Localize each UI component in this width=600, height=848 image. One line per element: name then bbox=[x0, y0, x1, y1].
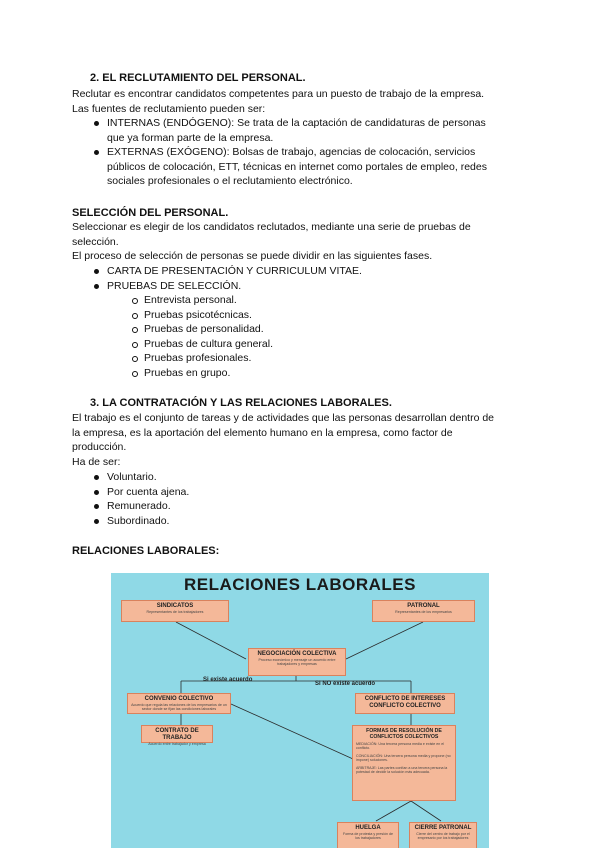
formas-resolucion-box: FORMAS DE RESOLUCIÓN DE CONFLICTOS COLECTIVOS MEDIACIÓN: Una tercera persona media e existe en el conflicto. CONCILIACIÓN: Una tercera persona media y propone (no impone) soluciones. ARBITRAJE: Las partes confían a una tercera persona la potestad de decidir la solución más adecuada. bbox=[352, 725, 456, 801]
recruit-definition: Reclutar es encontrar candidatos competentes para un puesto de trabajo de la empresa. bbox=[72, 88, 485, 100]
list-item: Pruebas profesionales. bbox=[144, 351, 524, 366]
sindicatos-box: SINDICATOS Representantes de los trabajadores bbox=[121, 600, 229, 622]
convenio-box: CONVENIO COLECTIVO Acuerdo que regula las relaciones de los empresarios de un sector donde se fijan las condiciones laborales bbox=[127, 693, 231, 714]
list-item: Pruebas de cultura general. bbox=[144, 337, 524, 352]
conflicto-box: CONFLICTO DE INTERESES CONFLICTO COLECTIVO bbox=[355, 693, 455, 714]
seleccion-heading: SELECCIÓN DEL PERSONAL. bbox=[72, 207, 229, 219]
section-3-paragraph: El trabajo es el conjunto de tareas y de actividades que las personas desarrollan dentro de la empresa, es la aportación del elemento humano en la empresa, como factor de producción. Ha de ser: bbox=[72, 412, 495, 468]
list-item: Subordinado. bbox=[107, 514, 407, 529]
list-item: Remunerado. bbox=[107, 499, 407, 514]
pruebas-list bbox=[144, 293, 524, 381]
section-3-heading: 3. LA CONTRATACIÓN Y LAS RELACIONES LABORALES. bbox=[90, 397, 392, 409]
huelga-box: HUELGA Forma de protesta y presión de los trabajadores bbox=[337, 822, 399, 848]
list-item: Pruebas en grupo. bbox=[144, 366, 524, 381]
relaciones-laborales-diagram bbox=[111, 573, 489, 848]
recruit-sources-list bbox=[107, 116, 527, 189]
list-item: Entrevista personal. bbox=[144, 293, 524, 308]
diagram-title: RELACIONES LABORALES bbox=[184, 575, 416, 594]
list-item: EXTERNAS (EXÓGENO): Bolsas de trabajo, agencias de colocación, servicios públicos de colocación, ETT, técnicas en internet como portales de empleo, redes sociales profesionales o el reclutamiento electrónico. bbox=[107, 145, 527, 189]
list-item: INTERNAS (ENDÓGENO): Se trata de la captación de candidaturas de personas que ya forman parte de la empresa. bbox=[107, 116, 527, 145]
seleccion-phases-list bbox=[107, 264, 527, 293]
seleccion-paragraph: Seleccionar es elegir de los candidatos reclutados, mediante una serie de pruebas de selección. El proceso de selección de personas se puede dividir en las siguientes fases. bbox=[72, 221, 471, 263]
negociacion-box: NEGOCIACIÓN COLECTIVA Proceso económico y mensaje un acuerdo entre trabajadores y empresas bbox=[248, 648, 346, 676]
no-acuerdo-label: Si NO existe acuerdo bbox=[315, 681, 376, 687]
list-item: Voluntario. bbox=[107, 470, 407, 485]
list-item: Por cuenta ajena. bbox=[107, 485, 407, 500]
si-acuerdo-label: Si existe acuerdo bbox=[203, 677, 253, 683]
list-item: Pruebas psicotécnicas. bbox=[144, 308, 524, 323]
list-item: PRUEBAS DE SELECCIÓN. bbox=[107, 279, 527, 294]
cierre-patronal-box: CIERRE PATRONAL Cierre del centro de trabajo por el empresario por los trabajadores bbox=[409, 822, 477, 848]
trabajo-characteristics-list bbox=[107, 470, 407, 528]
recruit-sources-intro: Las fuentes de reclutamiento pueden ser: bbox=[72, 102, 266, 115]
section-2-paragraph bbox=[72, 87, 532, 116]
patronal-box: PATRONAL Representantes de los empresarios bbox=[372, 600, 475, 622]
relaciones-heading: RELACIONES LABORALES: bbox=[72, 545, 220, 557]
contrato-box: CONTRATO DE TRABAJO Acuerdo entre trabajador y empresa bbox=[141, 725, 213, 743]
list-item: CARTA DE PRESENTACIÓN Y CURRICULUM VITAE. bbox=[107, 264, 527, 279]
list-item: Pruebas de personalidad. bbox=[144, 322, 524, 337]
section-2-heading: 2. EL RECLUTAMIENTO DEL PERSONAL. bbox=[90, 72, 306, 84]
